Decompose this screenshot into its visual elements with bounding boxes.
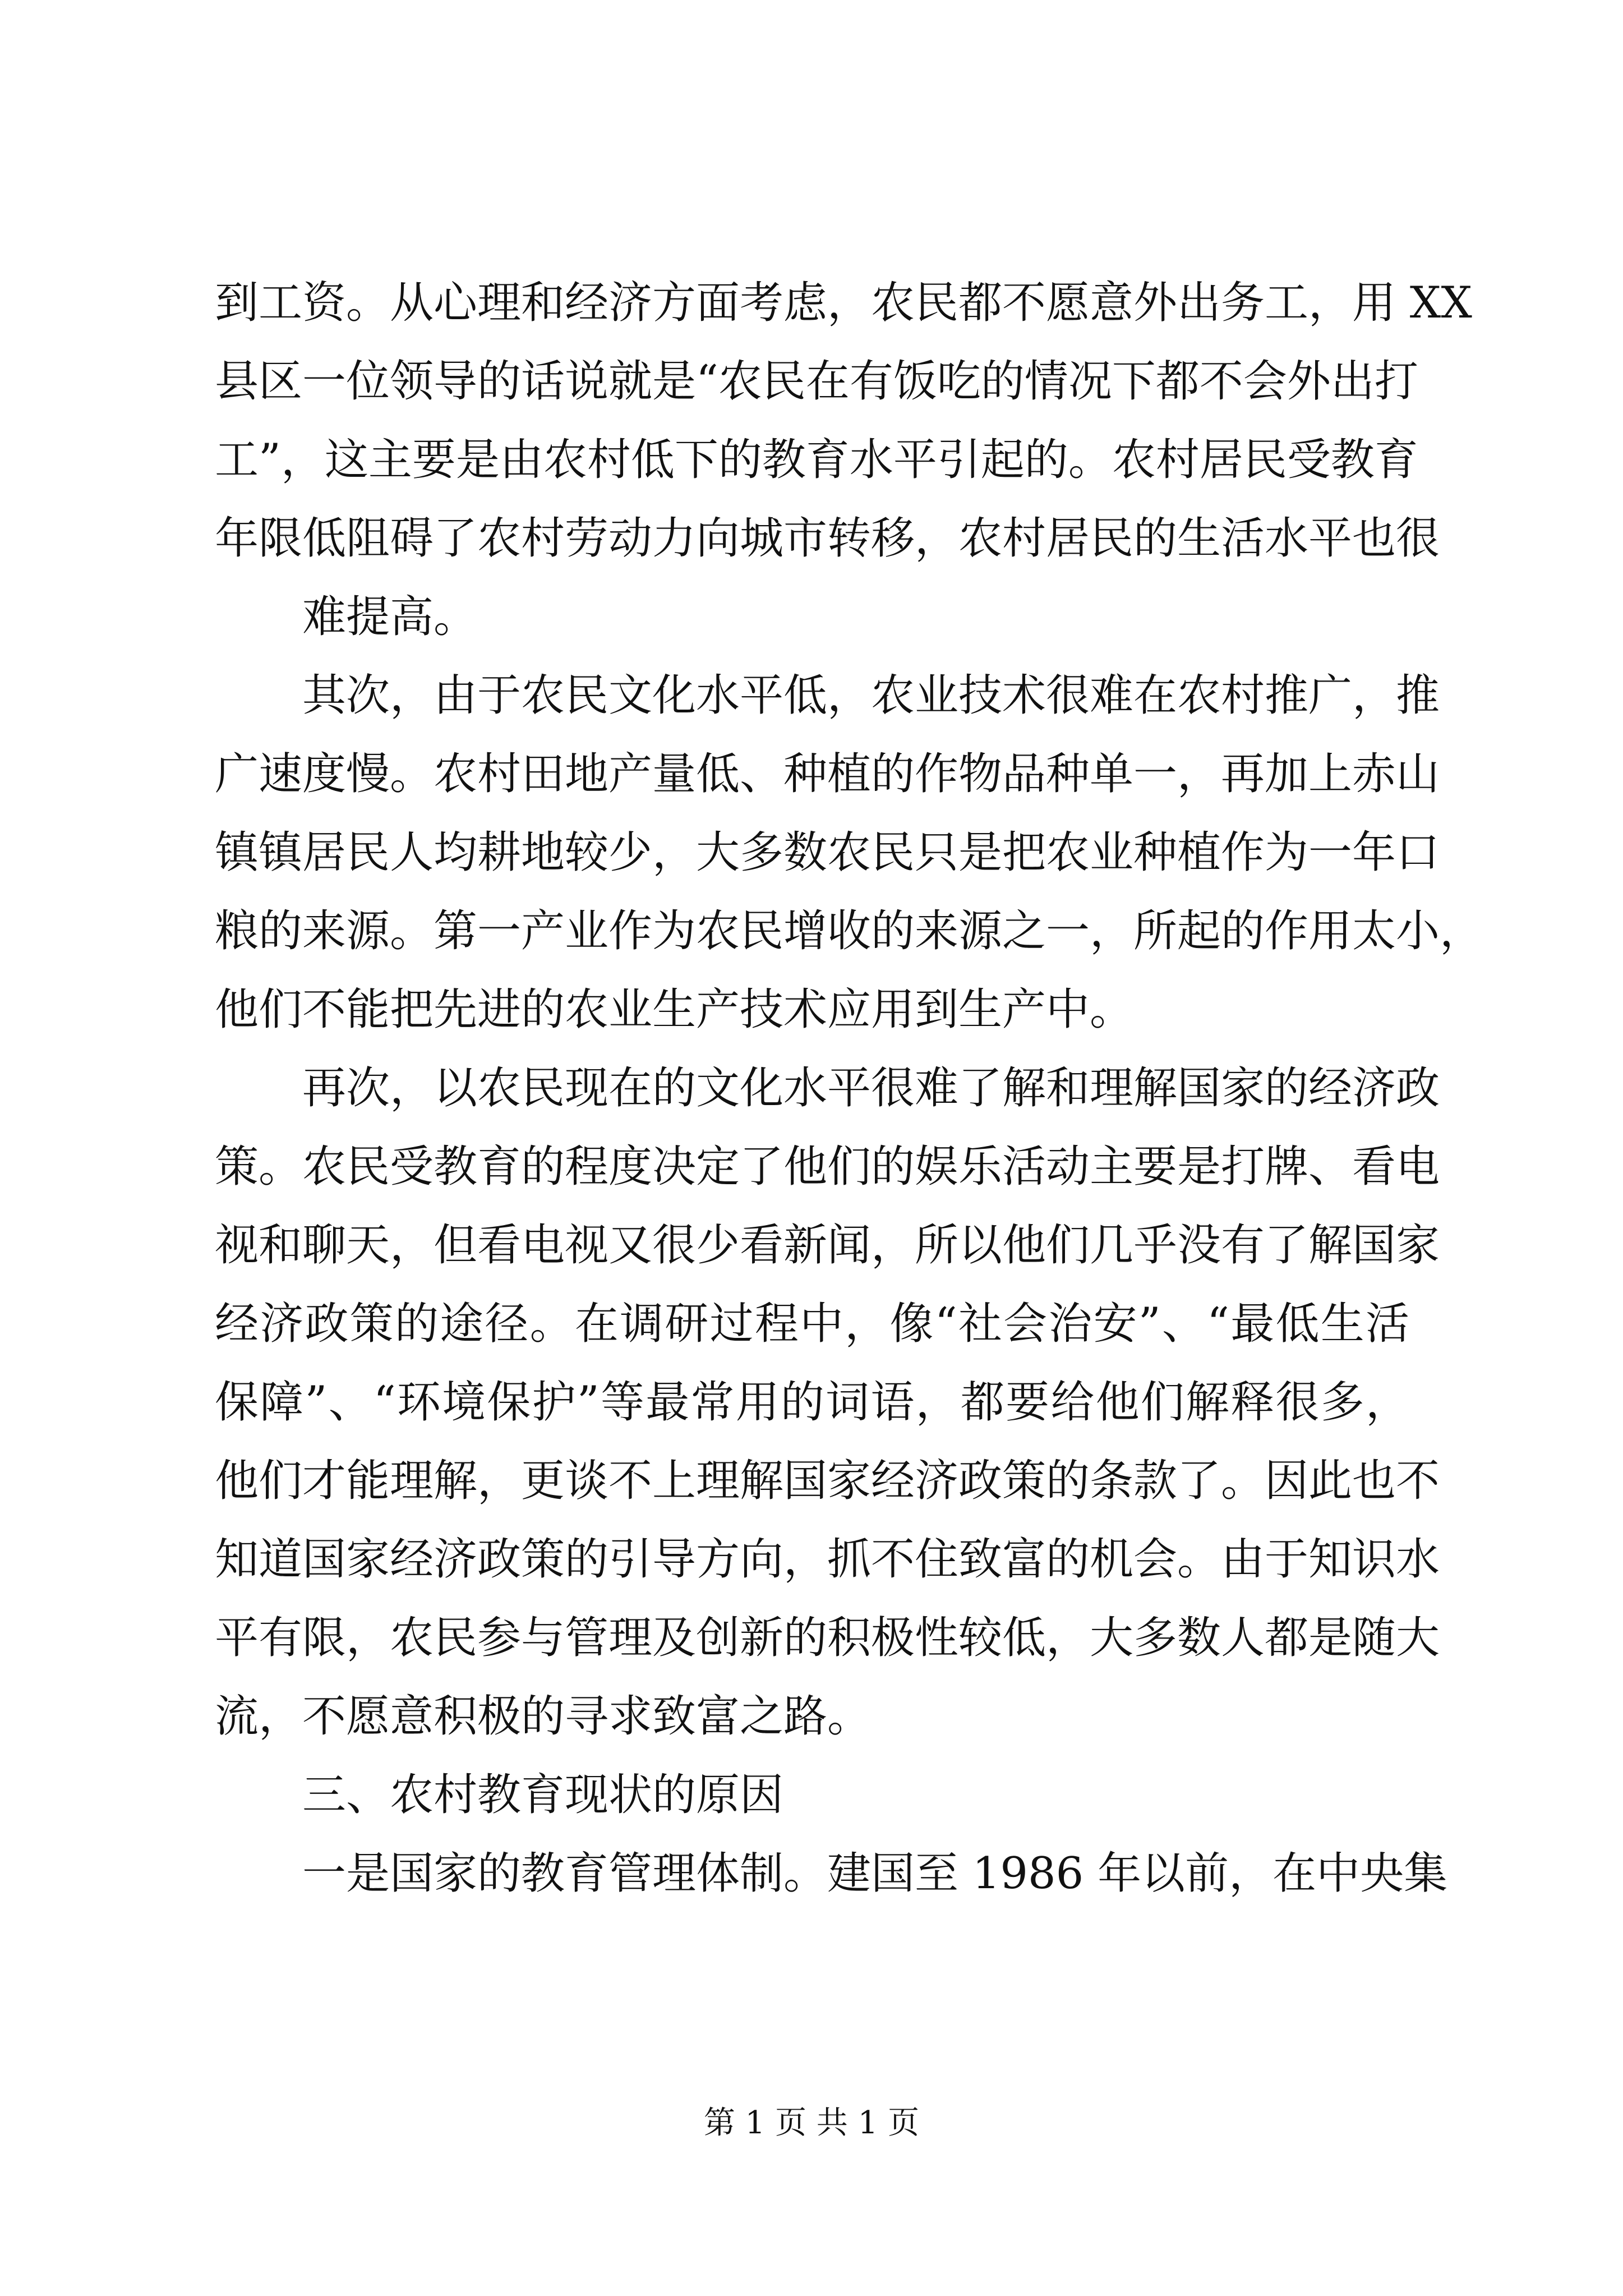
text-line: 其次，由于农民文化水平低，农业技术很难在农村推广，推 xyxy=(302,670,1440,721)
document-body xyxy=(215,264,1484,1913)
text-line: 年限低阻碍了农村劳动力向城市转移，农村居民的生活水平也很 xyxy=(215,513,1440,564)
text-line: 保障”、“环境保护”等最常用的词语，都要给他们解释很多， xyxy=(215,1377,1409,1428)
text-line: 到工资。从心理和经济方面考虑，农民都不愿意外出务工，用 XX xyxy=(215,278,1472,328)
page-footer: 第 1 页 共 1 页 xyxy=(703,2105,920,2141)
text-line: 广速度慢。农村田地产量低、种植的作物品种单一，再加上赤山 xyxy=(215,749,1440,799)
text-line: 流，不愿意积极的寻求致富之路。 xyxy=(215,1691,872,1742)
text-line: 他们才能理解，更谈不上理解国家经济政策的条款了。因此也不 xyxy=(215,1456,1440,1506)
text-line: 难提高。 xyxy=(302,592,478,642)
text-line: 再次，以农民现在的文化水平很难了解和理解国家的经济政 xyxy=(302,1063,1440,1114)
text-line: 经济政策的途径。在调研过程中，像“社会治安”、“最低生活 xyxy=(215,1299,1409,1349)
text-line: 他们不能把先进的农业生产技术应用到生产中。 xyxy=(215,984,1134,1035)
text-line: 知道国家经济政策的引导方向，抓不住致富的机会。由于知识水 xyxy=(215,1534,1440,1585)
text-line: 策。农民受教育的程度决定了他们的娱乐活动主要是打牌、看电 xyxy=(215,1142,1440,1192)
text-line: 平有限，农民参与管理及创新的积极性较低，大多数人都是随大 xyxy=(215,1613,1440,1663)
text-line: 粮的来源。第一产业作为农民增收的来源之一，所起的作用太小， xyxy=(215,906,1484,956)
text-line: 视和聊天，但看电视又很少看新闻，所以他们几乎没有了解国家 xyxy=(215,1220,1440,1271)
text-line: 县区一位领导的话说就是“农民在有饭吃的情况下都不会外出打 xyxy=(215,356,1418,407)
text-line: 三、农村教育现状的原因 xyxy=(302,1770,784,1820)
text-line: 一是国家的教育管理体制。建国至 1986 年以前，在中央集 xyxy=(302,1848,1448,1899)
text-line: 工”，这主要是由农村低下的教育水平引起的。农村居民受教育 xyxy=(215,435,1418,485)
text-line: 镇镇居民人均耕地较少，大多数农民只是把农业种植作为一年口 xyxy=(215,827,1440,878)
